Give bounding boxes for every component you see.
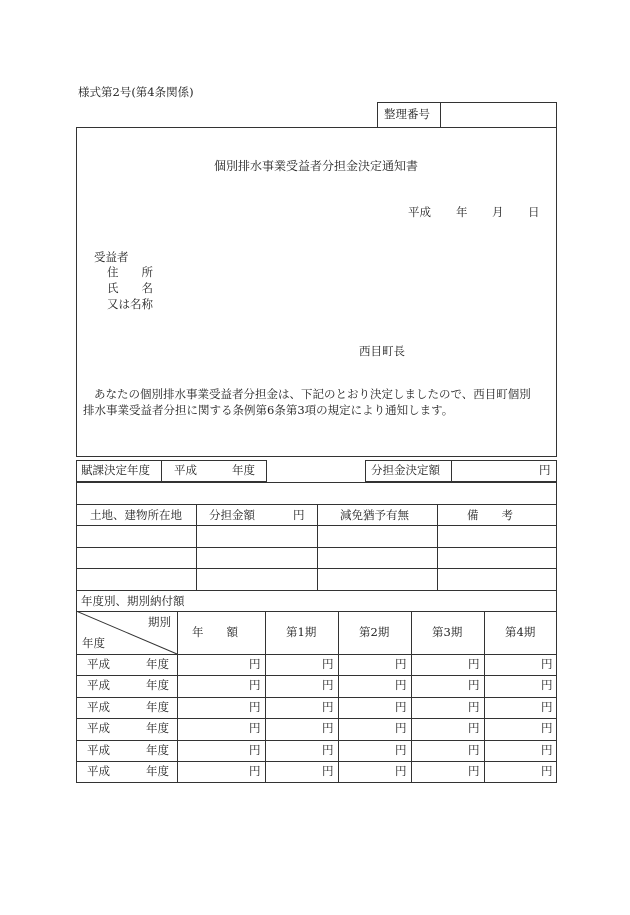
row-period-yen: 円 bbox=[395, 764, 407, 778]
row-period-yen: 円 bbox=[468, 721, 480, 735]
row-unit: 年度 bbox=[146, 700, 169, 714]
issuer: 西目町長 bbox=[359, 344, 405, 358]
header-land: 土地、建物所在地 bbox=[90, 508, 182, 522]
row-period-yen: 円 bbox=[468, 678, 480, 692]
row-period-yen: 円 bbox=[468, 657, 480, 671]
body-text-line2: 排水事業受益者分担に関する条例第6条第3項の規定により通知します。 bbox=[83, 403, 454, 417]
body-text-line1: あなたの個別排水事業受益者分担金は、下記のとおり決定しましたので、西目町個別 bbox=[94, 387, 531, 401]
row-unit: 年度 bbox=[146, 764, 169, 778]
buntan-kettei-unit: 円 bbox=[539, 463, 551, 477]
row-annual-yen: 円 bbox=[249, 700, 261, 714]
row-period-yen: 円 bbox=[322, 743, 334, 757]
row-unit: 年度 bbox=[146, 743, 169, 757]
header-exemption: 減免猶予有無 bbox=[340, 508, 409, 522]
header-amount: 分担金額 bbox=[209, 508, 255, 522]
row-period-yen: 円 bbox=[468, 700, 480, 714]
row-period-yen: 円 bbox=[322, 657, 334, 671]
header-remarks: 備 考 bbox=[467, 508, 513, 522]
row-annual-yen: 円 bbox=[249, 764, 261, 778]
form-label: 様式第2号(第4条関係) bbox=[78, 85, 194, 99]
header-period-3: 第3期 bbox=[432, 625, 463, 639]
row-period-yen: 円 bbox=[395, 743, 407, 757]
row-era: 平成 bbox=[87, 721, 110, 735]
row-era: 平成 bbox=[87, 743, 110, 757]
header-kibetsu: 期別 bbox=[148, 615, 171, 629]
row-annual-yen: 円 bbox=[249, 721, 261, 735]
row-period-yen: 円 bbox=[322, 678, 334, 692]
row-era: 平成 bbox=[87, 700, 110, 714]
fuka-era: 平成 bbox=[174, 463, 197, 477]
row-period-yen: 円 bbox=[395, 678, 407, 692]
row-unit: 年度 bbox=[146, 678, 169, 692]
header-period-4: 第4期 bbox=[505, 625, 536, 639]
document-title: 個別排水事業受益者分担金決定通知書 bbox=[214, 159, 419, 173]
row-period-yen: 円 bbox=[541, 700, 553, 714]
header-period-1: 第1期 bbox=[286, 625, 317, 639]
row-period-yen: 円 bbox=[395, 721, 407, 735]
recipient-heading: 受益者 bbox=[94, 250, 129, 264]
recipient-name-label: 氏 名 bbox=[107, 281, 153, 295]
seiri-bangou-field[interactable] bbox=[442, 104, 555, 126]
header-amount-unit: 円 bbox=[293, 508, 305, 522]
row-annual-yen: 円 bbox=[249, 657, 261, 671]
row-period-yen: 円 bbox=[395, 657, 407, 671]
seiri-bangou-label: 整理番号 bbox=[384, 107, 430, 121]
row-era: 平成 bbox=[87, 678, 110, 692]
fuka-kettei-label: 賦課決定年度 bbox=[81, 463, 150, 477]
row-period-yen: 円 bbox=[395, 700, 407, 714]
recipient-org-label: 又は名称 bbox=[107, 297, 153, 311]
header-nendo: 年度 bbox=[82, 636, 105, 650]
date-day: 日 bbox=[528, 205, 540, 219]
header-annual: 年 額 bbox=[192, 625, 238, 639]
date-year: 年 bbox=[456, 205, 468, 219]
recipient-address-label: 住 所 bbox=[107, 265, 153, 279]
row-period-yen: 円 bbox=[468, 743, 480, 757]
header-period-2: 第2期 bbox=[359, 625, 390, 639]
row-annual-yen: 円 bbox=[249, 743, 261, 757]
row-era: 平成 bbox=[87, 764, 110, 778]
row-period-yen: 円 bbox=[322, 700, 334, 714]
row-period-yen: 円 bbox=[541, 764, 553, 778]
row-period-yen: 円 bbox=[322, 764, 334, 778]
date-era: 平成 bbox=[408, 205, 431, 219]
row-era: 平成 bbox=[87, 657, 110, 671]
row-unit: 年度 bbox=[146, 657, 169, 671]
row-period-yen: 円 bbox=[468, 764, 480, 778]
row-period-yen: 円 bbox=[541, 657, 553, 671]
buntan-kettei-label: 分担金決定額 bbox=[371, 463, 440, 477]
fuka-unit: 年度 bbox=[232, 463, 255, 477]
date-month: 月 bbox=[492, 205, 504, 219]
nenbetsu-label: 年度別、期別納付額 bbox=[81, 594, 185, 608]
row-period-yen: 円 bbox=[322, 721, 334, 735]
row-period-yen: 円 bbox=[541, 678, 553, 692]
row-period-yen: 円 bbox=[541, 743, 553, 757]
row-unit: 年度 bbox=[146, 721, 169, 735]
row-annual-yen: 円 bbox=[249, 678, 261, 692]
row-period-yen: 円 bbox=[541, 721, 553, 735]
